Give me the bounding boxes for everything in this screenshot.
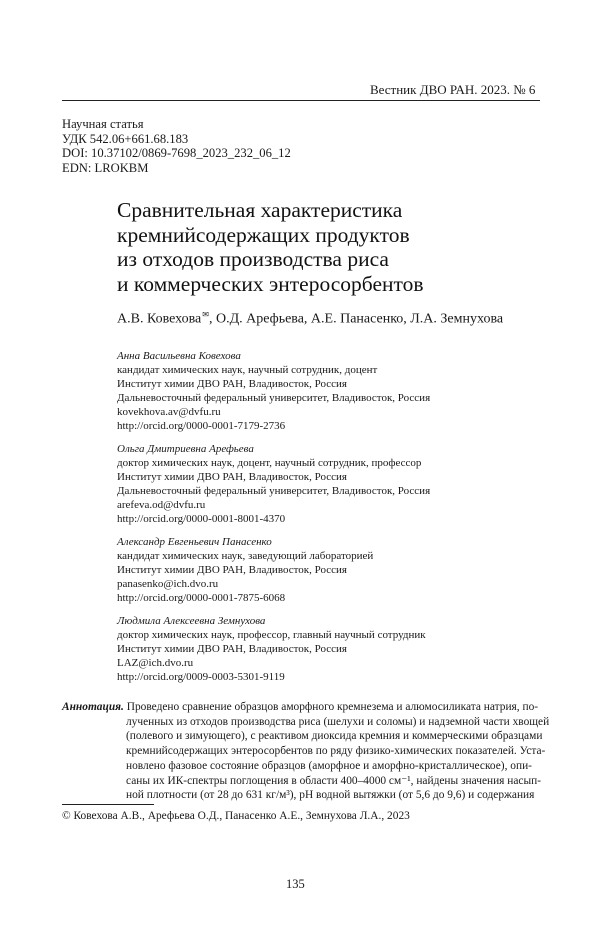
copyright-notice: © Ковехова А.В., Арефьева О.Д., Панасенко А.Е., Земнухова Л.А., 2023 (62, 810, 410, 822)
author-institution: Институт химии ДВО РАН, Владивосток, Россия (117, 563, 347, 576)
author-orcid-link[interactable]: http://orcid.org/0009-0003-5301-9119 (117, 670, 285, 683)
author-email[interactable]: panasenko@ich.dvo.ru (117, 577, 219, 590)
author-orcid-link[interactable]: http://orcid.org/0000-0001-8001-4370 (117, 512, 286, 525)
footnote-rule (62, 804, 154, 805)
article-title (117, 198, 424, 296)
title-line: кремнийсодержащих продуктов (117, 222, 410, 247)
author-name: Анна Васильевна Ковехова (117, 350, 241, 362)
affiliation-zemnukhova (117, 615, 426, 685)
author-institution: Дальневосточный федеральный университет, Владивосток, Россия (117, 391, 431, 404)
abstract-line: новлено фазовое состояние образцов (аморфное и аморфно-кристаллическое), опи- (126, 759, 532, 772)
abstract-line: саны их ИК-спектры поглощения в области 400–4000 см⁻¹, найдены значения насып- (126, 774, 542, 787)
author-institution: Институт химии ДВО РАН, Владивосток, Россия (117, 377, 347, 390)
author-email[interactable]: arefeva.od@dvfu.ru (117, 498, 206, 511)
abstract (62, 700, 550, 803)
article-meta (62, 117, 291, 175)
abstract-line: кремнийсодержащих энтеросорбентов по ряду физико-химических показателей. Уста- (126, 745, 546, 758)
author-name: Ольга Дмитриевна Арефьева (117, 443, 254, 455)
abstract-text: Проведено сравнение образцов аморфного кремнезема и алюмосиликата натрия, по- (126, 701, 539, 713)
author-list (117, 310, 503, 328)
abstract-line: лученных из отходов производства риса (шелухи и соломы) и надземной части хвощей (126, 715, 550, 728)
author-institution: Институт химии ДВО РАН, Владивосток, Россия (117, 470, 347, 483)
author-institution: Дальневосточный федеральный университет, Владивосток, Россия (117, 484, 431, 497)
author-corresponding: А.В. Ковехова (117, 311, 202, 327)
envelope-icon: ✉ (202, 310, 209, 319)
author-degree: доктор химических наук, доцент, научный сотрудник, профессор (117, 456, 422, 469)
title-line: из отходов производства риса (117, 247, 389, 271)
article-type: Научная статья (62, 117, 144, 131)
author-institution: Институт химии ДВО РАН, Владивосток, Россия (117, 642, 347, 655)
udk-code: УДК 542.06+661.68.183 (62, 131, 189, 146)
author-degree: доктор химических наук, профессор, главный научный сотрудник (117, 628, 426, 641)
affiliation-panasenko (117, 536, 373, 606)
author-degree: кандидат химических наук, научный сотрудник, доцент (117, 363, 378, 376)
page-number: 135 (286, 877, 305, 891)
affiliation-kovekhova (117, 350, 430, 433)
author-name: Александр Евгеньевич Панасенко (117, 536, 272, 548)
abstract-line: ной плотности (от 28 до 631 кг/м³), рН водной вытяжки (от 5,6 до 9,6) и содержания (126, 789, 535, 802)
author-orcid-link[interactable]: http://orcid.org/0000-0001-7179-2736 (117, 419, 286, 432)
title-line: и коммерческих энтеросорбентов (117, 271, 424, 296)
author-name: Людмила Алексеевна Земнухова (117, 615, 266, 627)
abstract-label: Аннотация. (62, 701, 124, 713)
author-email[interactable]: LAZ@ich.dvo.ru (117, 656, 194, 669)
author-degree: кандидат химических наук, заведующий лабораторией (117, 549, 374, 562)
author-email[interactable]: kovekhova.av@dvfu.ru (117, 405, 221, 418)
doi: DOI: 10.37102/0869-7698_2023_232_06_12 (62, 146, 291, 161)
edn: EDN: LROKBM (62, 160, 149, 175)
author-orcid-link[interactable]: http://orcid.org/0000-0001-7875-6068 (117, 591, 286, 604)
affiliation-arefeva (117, 443, 430, 526)
author-others: , О.Д. Арефьева, А.Е. Панасенко, Л.А. Земнухова (208, 311, 504, 327)
abstract-line: (полевого и зимующего), с реактивом диоксида кремния и коммерческими образцами (126, 730, 543, 743)
abstract-first-line (62, 700, 540, 715)
running-head: Вестник ДВО РАН. 2023. № 6 (370, 82, 536, 97)
title-line: Сравнительная характеристика (117, 198, 403, 222)
header-rule (62, 100, 540, 101)
